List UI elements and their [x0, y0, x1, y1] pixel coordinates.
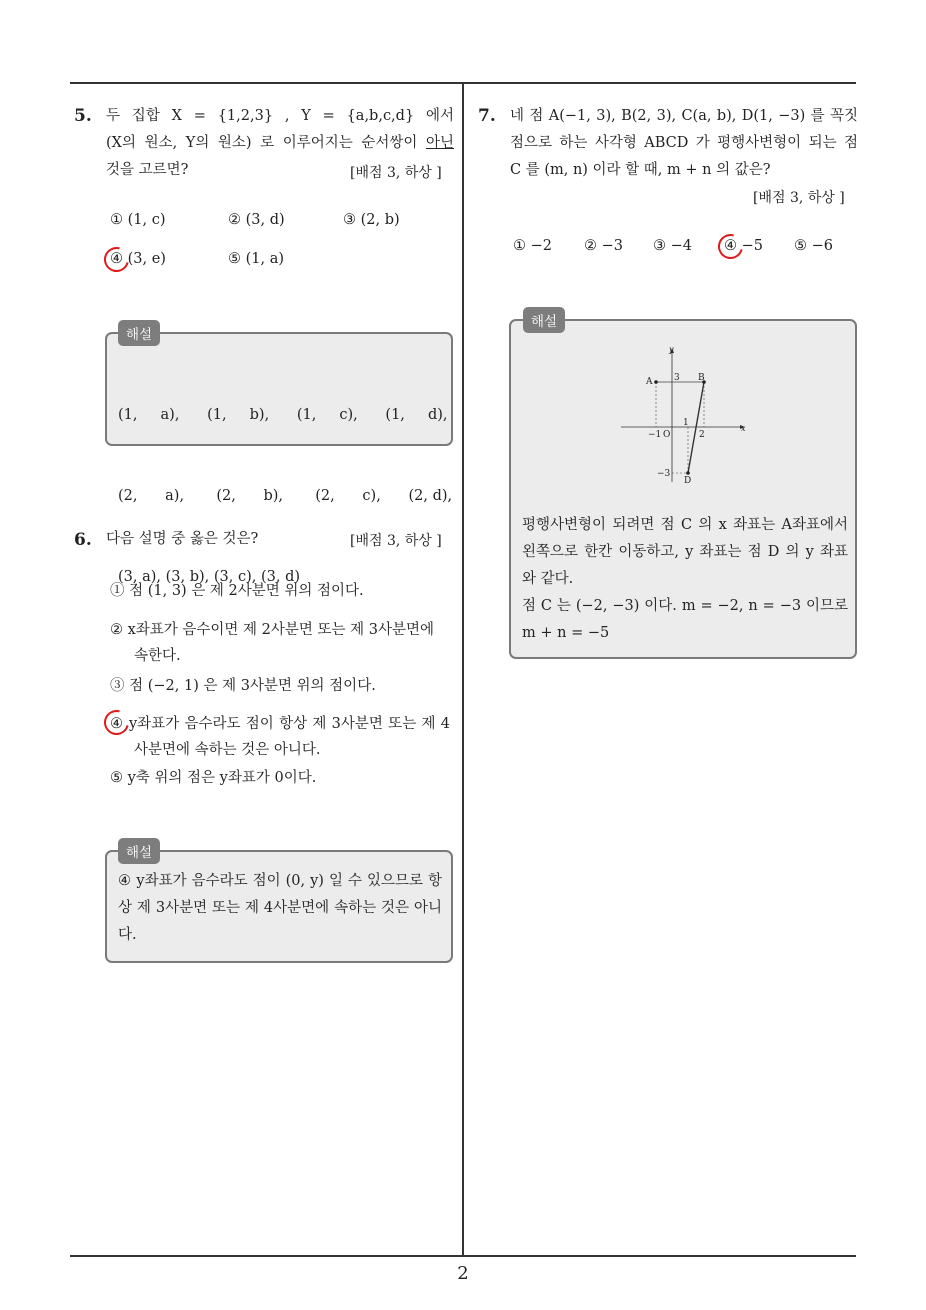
point-d-label: D: [684, 476, 692, 486]
q7-line3: C 를 (m, n) 이라 할 때, m + n 의 값은?: [510, 162, 771, 178]
q5-underlined-word: 아닌: [425, 135, 454, 151]
q7-meta: [배점 3, 하상 ]: [753, 190, 845, 206]
q5-option-5[interactable]: ⑤ (1, a): [228, 251, 285, 267]
q6-solution-text: ④ y좌표가 음수라도 점이 (0, y) 일 수 있으므로 항상 제 3사분면 또는 제 4사분면에 속하는 것은 아니다.: [118, 873, 442, 943]
q6-option-5[interactable]: ⑤ y축 위의 점은 y좌표가 0이다.: [110, 770, 317, 786]
q7-answer-mark: [713, 229, 747, 263]
tick-y-neg3: −3: [657, 469, 671, 479]
q7-solution-para1: 평행사변형이 되려면 점 C 의 x 좌표는 A좌표에서 왼쪽으로 한칸 이동하고, y 좌표는 점 D 의 y 좌표와 같다.: [522, 517, 848, 587]
tick-x-1: 1: [683, 418, 689, 428]
q5-line3: 것을 고르면?: [106, 162, 189, 178]
q5-option-3[interactable]: ③ (2, b): [343, 212, 400, 228]
q5-option-4[interactable]: ④ (3, e): [110, 251, 166, 267]
q5-solution-line1: (1, a), (1, b), (1, c), (1, d),: [118, 407, 448, 423]
q7-option-5[interactable]: ⑤ −6: [794, 238, 833, 254]
q5-meta: [배점 3, 하상 ]: [350, 165, 442, 181]
bottom-rule: [70, 1255, 856, 1257]
q6-option-1[interactable]: ① 점 (1, 3) 은 제 2사분면 위의 점이다.: [110, 583, 364, 599]
point-d: [686, 471, 690, 475]
q6-text: 다음 설명 중 옳은 것은?: [106, 531, 259, 547]
tick-y-3: 3: [674, 373, 680, 383]
q7-solution-para2: 점 C 는 (−2, −3) 이다. m = −2, n = −3 이므로: [522, 598, 848, 614]
q6-number: 6.: [74, 530, 92, 550]
y-axis-label: y: [669, 345, 674, 354]
page-number: 2: [457, 1263, 469, 1284]
q5-solution-tag: 해설: [118, 320, 160, 346]
q7-coordinate-graph: [615, 342, 750, 487]
q5-option-1[interactable]: ① (1, c): [110, 212, 166, 228]
q7-line2: 점으로 하는 사각형 ABCD 가 평행사변형이 되는 점: [510, 135, 858, 151]
q6-option-4[interactable]: ④ y좌표가 음수라도 점이 항상 제 3사분면 또는 제 4사분면에 속하는 것은 아니다.: [110, 716, 450, 758]
q5-solution-line2: (2, a), (2, b), (2, c), (2, d),: [118, 488, 453, 504]
point-b-label: B: [698, 373, 705, 383]
q5-line1: 두 집합 X = {1,2,3} , Y = {a,b,c,d} 에서: [106, 108, 454, 124]
x-axis-label: x: [741, 424, 746, 433]
q5-option-2[interactable]: ② (3, d): [228, 212, 285, 228]
tick-x-2: 2: [699, 430, 705, 440]
q7-solution-tag: 해설: [523, 307, 565, 333]
q7-option-3[interactable]: ③ −4: [653, 238, 692, 254]
q7-solution-para3: m + n = −5: [522, 625, 610, 641]
q5-number: 5.: [74, 106, 92, 126]
segment-bd: [688, 382, 704, 473]
q7-option-4[interactable]: ④ −5: [724, 238, 763, 254]
point-a: [654, 380, 658, 384]
q7-text: [510, 103, 858, 184]
q7-solution-text: [522, 512, 848, 647]
q5-line2: (X의 원소, Y의 원소) 로 이루어지는 순서쌍이 아닌: [106, 135, 454, 151]
tick-origin: O: [663, 430, 671, 440]
point-a-label: A: [646, 377, 653, 387]
q6-option-2[interactable]: ② x좌표가 음수이면 제 2사분면 또는 제 3사분면에 속한다.: [110, 622, 435, 664]
q5-answer-mark: [99, 242, 133, 276]
q7-number: 7.: [478, 106, 496, 126]
q7-line1: 네 점 A(−1, 3), B(2, 3), C(a, b), D(1, −3) 를 꼭짓: [510, 108, 858, 124]
column-divider: [462, 82, 464, 1256]
q6-meta: [배점 3, 하상 ]: [350, 533, 442, 549]
q7-option-1[interactable]: ① −2: [513, 238, 552, 254]
q6-solution-tag: 해설: [118, 838, 160, 864]
q7-option-2[interactable]: ② −3: [584, 238, 623, 254]
q5-solution-line3: (3, a), (3, b), (3, c), (3, d): [118, 569, 301, 585]
q6-option-3[interactable]: ③ 점 (−2, 1) 은 제 3사분면 위의 점이다.: [110, 678, 376, 694]
tick-x-neg1: −1: [648, 430, 662, 440]
